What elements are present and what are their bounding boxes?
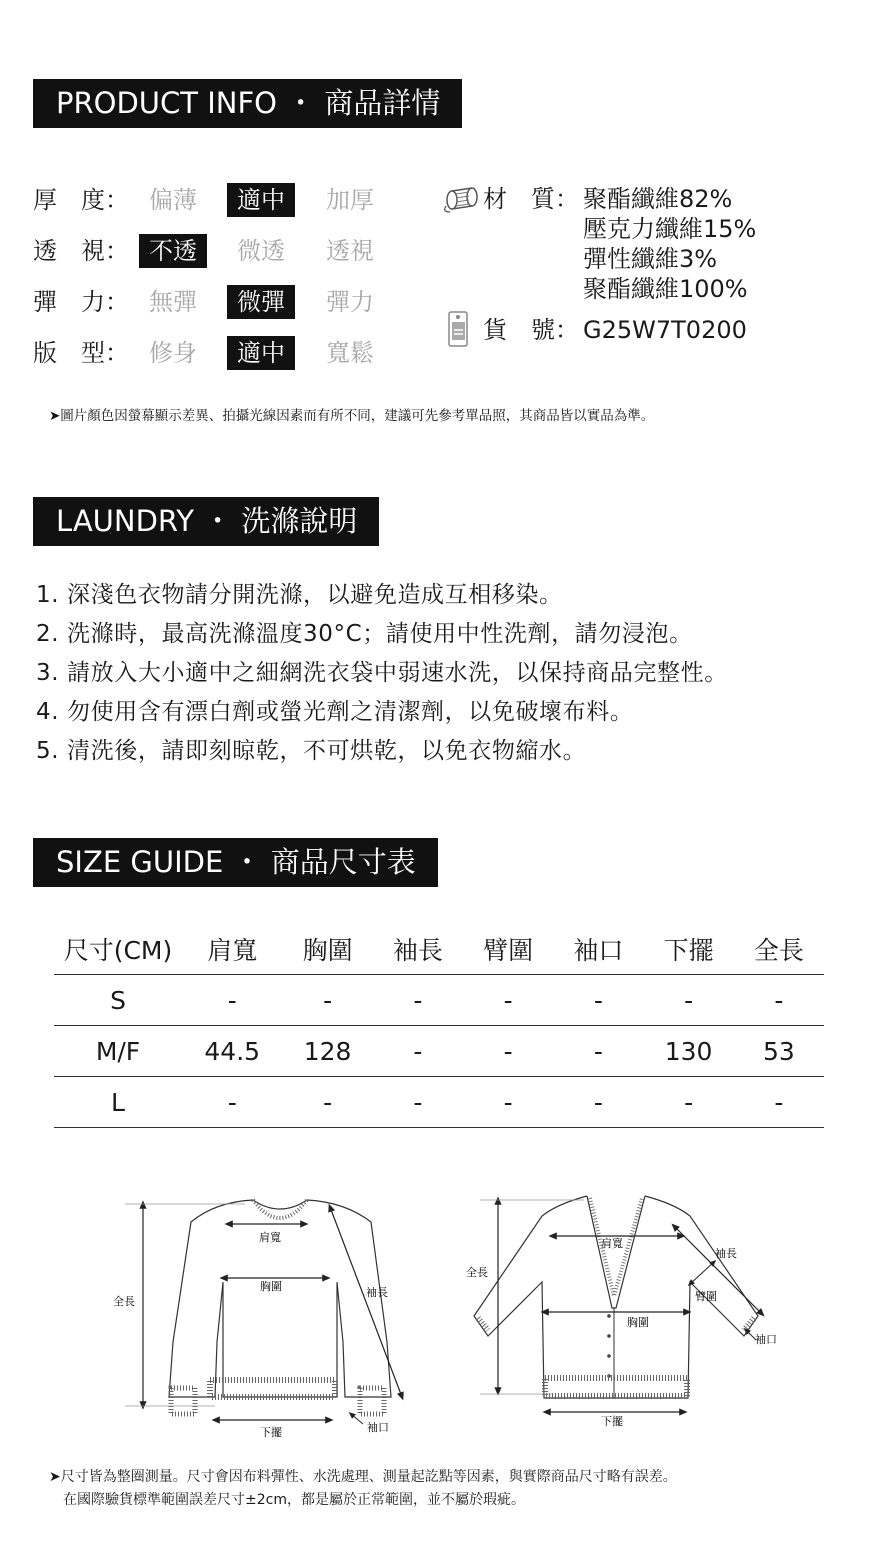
label-chest: 胸圍 [260, 1280, 282, 1293]
material-values [583, 184, 756, 304]
label-hem: 下擺 [601, 1415, 623, 1428]
table-cell: - [282, 1077, 372, 1128]
table-cell: - [553, 1026, 643, 1077]
attr-option: 適中 [227, 336, 295, 370]
material-value: 聚酯纖維82% [583, 185, 733, 213]
label-length: 全長 [113, 1295, 135, 1308]
label-chest: 胸圍 [627, 1316, 649, 1329]
size-table [54, 924, 824, 1128]
material-value: 彈性纖維3% [583, 245, 718, 273]
table-cell: L [54, 1077, 182, 1128]
laundry-list [36, 576, 728, 771]
table-row [54, 975, 824, 1026]
table-row [54, 1026, 824, 1077]
item-no-value: G25W7T0200 [583, 316, 747, 344]
table-cell: - [553, 975, 643, 1026]
size-footnote [49, 1466, 677, 1512]
attr-option: 加厚 [326, 186, 374, 214]
attr-option: 彈力 [326, 288, 374, 316]
laundry-title: LAUNDRY ・ 洗滌說明 [33, 497, 379, 546]
label-sleeve: 袖長 [715, 1247, 737, 1260]
attr-option: 寬鬆 [326, 339, 374, 367]
product-info-title: PRODUCT INFO ・ 商品詳情 [33, 79, 462, 128]
attr-option: 偏薄 [149, 186, 197, 214]
attr-label: 透 視： [33, 237, 129, 265]
column-header: 袖口 [553, 924, 643, 975]
attr-option: 微彈 [227, 285, 295, 319]
column-header: 臂圍 [463, 924, 553, 975]
attr-option: 修身 [149, 339, 197, 367]
footnote-line: 在國際驗貨標準範圍誤差尺寸±2cm，都是屬於正常範圍，並不屬於瑕疵。 [49, 1492, 525, 1508]
attr-option: 微透 [237, 237, 285, 265]
table-cell: - [643, 1077, 733, 1128]
attr-option: 適中 [227, 183, 295, 217]
label-cuff: 袖口 [367, 1421, 389, 1434]
laundry-item: 4. 勿使用含有漂白劑或螢光劑之清潔劑，以免破壞布料。 [36, 699, 634, 725]
attr-option: 透視 [326, 237, 374, 265]
color-disclaimer: ➤圖片顏色因螢幕顯示差異、拍攝光線因素而有所不同，建議可先參考單品照，其商品皆以實品為準。 [49, 408, 655, 424]
table-row [54, 1077, 824, 1128]
column-header: 胸圍 [282, 924, 372, 975]
table-cell: 130 [643, 1026, 733, 1077]
table-cell: - [734, 1077, 824, 1128]
material-label: 材 質： [483, 185, 579, 213]
table-cell: S [54, 975, 182, 1026]
thread-spool-icon [442, 186, 480, 214]
attr-option: 無彈 [149, 288, 197, 316]
column-header: 全長 [734, 924, 824, 975]
label-cuff: 袖口 [755, 1333, 777, 1346]
table-cell: - [463, 1077, 553, 1128]
label-arm: 臂圍 [695, 1290, 717, 1303]
table-cell: - [182, 975, 282, 1026]
table-cell: - [463, 1026, 553, 1077]
laundry-item: 3. 請放入大小適中之細網洗衣袋中弱速水洗，以保持商品完整性。 [36, 660, 728, 686]
label-length: 全長 [466, 1266, 488, 1279]
column-header: 袖長 [373, 924, 463, 975]
laundry-item: 5. 清洗後，請即刻晾乾，不可烘乾，以免衣物縮水。 [36, 738, 587, 764]
label-shoulder: 肩寬 [259, 1231, 281, 1244]
table-cell: - [643, 975, 733, 1026]
table-cell: M/F [54, 1026, 182, 1077]
tag-icon [447, 310, 471, 350]
table-cell: - [373, 1026, 463, 1077]
attr-label: 彈 力： [33, 288, 129, 316]
laundry-item: 1. 深淺色衣物請分開洗滌，以避免造成互相移染。 [36, 582, 563, 608]
table-cell: 44.5 [182, 1026, 282, 1077]
table-cell: - [373, 1077, 463, 1128]
label-shoulder: 肩寬 [601, 1237, 623, 1250]
table-cell: - [553, 1077, 643, 1128]
item-no-label: 貨 號： [483, 316, 579, 344]
laundry-item: 2. 洗滌時，最高洗滌溫度30°C；請使用中性洗劑，請勿浸泡。 [36, 621, 693, 647]
table-cell: - [182, 1077, 282, 1128]
table-cell: 53 [734, 1026, 824, 1077]
table-cell: - [373, 975, 463, 1026]
column-header: 下擺 [643, 924, 733, 975]
table-cell: - [734, 975, 824, 1026]
attr-option: 不透 [139, 234, 207, 268]
sweater-measure-diagram [105, 1192, 425, 1442]
attr-label: 版 型： [33, 339, 129, 367]
label-hem: 下擺 [260, 1426, 282, 1439]
table-cell: - [282, 975, 372, 1026]
table-cell: 128 [282, 1026, 372, 1077]
material-value: 聚酯纖維100% [583, 275, 748, 303]
column-header: 肩寬 [182, 924, 282, 975]
size-guide-title: SIZE GUIDE ・ 商品尺寸表 [33, 838, 438, 887]
label-sleeve: 袖長 [366, 1286, 388, 1299]
size-table-header [54, 924, 824, 975]
column-header: 尺寸(CM) [54, 924, 182, 975]
table-cell: - [463, 975, 553, 1026]
attr-label: 厚 度： [33, 186, 129, 214]
material-value: 壓克力纖維15% [583, 215, 757, 243]
cardigan-measure-diagram [462, 1190, 792, 1440]
footnote-line: ➤尺寸皆為整圈測量。尺寸會因布料彈性、水洗處理、測量起訖點等因素，與實際商品尺寸略有誤差。 [49, 1469, 677, 1485]
